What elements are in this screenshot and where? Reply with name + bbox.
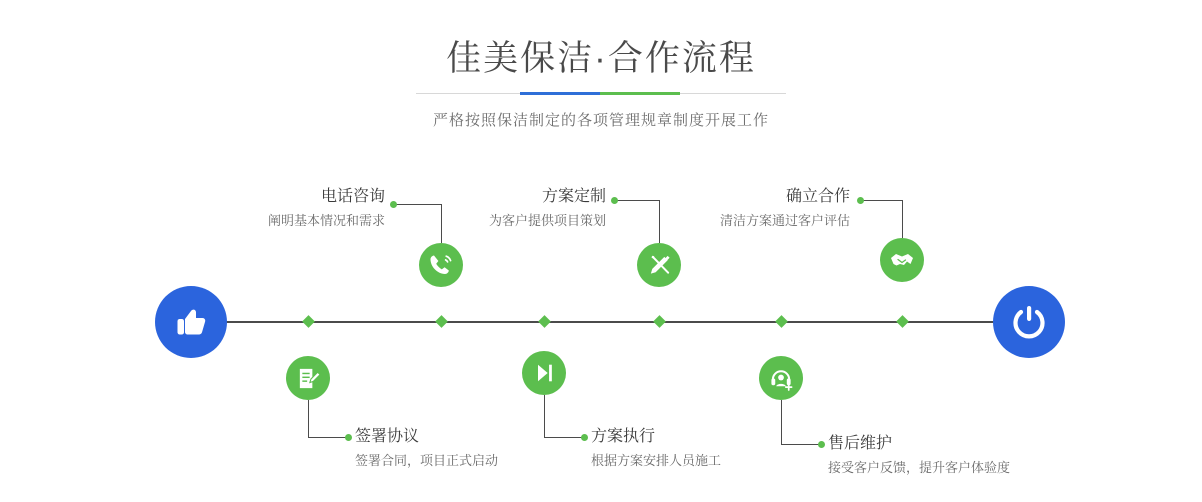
step-title-1: 电话咨询 xyxy=(320,188,385,205)
step-desc-6: 接受客户反馈，提升客户体验度 xyxy=(828,460,1011,475)
connector-dot-2 xyxy=(345,434,352,441)
axis-marker-4 xyxy=(538,315,551,328)
step-label-1 xyxy=(253,186,385,231)
pen-ruler-icon xyxy=(647,253,672,278)
step-title-5: 确立合作 xyxy=(785,188,850,205)
step-icon-6 xyxy=(759,356,803,400)
step-label-5 xyxy=(702,186,850,231)
headset-support-icon xyxy=(769,366,794,391)
step-title-2: 签署协议 xyxy=(355,428,420,445)
step-icon-4 xyxy=(522,351,566,395)
step-title-4: 方案执行 xyxy=(591,428,656,445)
connector-dot-3 xyxy=(611,197,618,204)
thumbs-up-icon xyxy=(171,302,211,342)
connector-horizontal-1 xyxy=(393,204,441,205)
connector-dot-6 xyxy=(818,441,825,448)
step-icon-5 xyxy=(880,238,924,282)
step-desc-1: 阐明基本情况和需求 xyxy=(267,213,385,228)
step-desc-4: 根据方案安排人员施工 xyxy=(591,453,722,468)
step-desc-5: 清洁方案通过客户评估 xyxy=(719,213,850,228)
step-label-2 xyxy=(355,426,575,471)
power-icon xyxy=(1008,301,1050,343)
step-label-4 xyxy=(591,426,811,471)
axis-marker-3 xyxy=(653,315,666,328)
connector-horizontal-4 xyxy=(544,437,584,438)
connector-vertical-6 xyxy=(781,400,782,444)
axis-marker-1 xyxy=(435,315,448,328)
document-edit-icon xyxy=(296,366,321,391)
connector-dot-1 xyxy=(390,201,397,208)
handshake-icon xyxy=(889,247,915,273)
phone-icon xyxy=(428,252,454,278)
step-title-3: 方案定制 xyxy=(541,188,606,205)
step-icon-1 xyxy=(419,243,463,287)
timeline-end xyxy=(993,286,1065,358)
axis-marker-6 xyxy=(775,315,788,328)
axis-marker-5 xyxy=(896,315,909,328)
connector-vertical-1 xyxy=(441,204,442,243)
step-title-6: 售后维护 xyxy=(828,435,893,452)
connector-horizontal-2 xyxy=(308,437,348,438)
step-desc-3: 为客户提供项目策划 xyxy=(488,213,606,228)
step-label-3 xyxy=(466,186,606,231)
connector-vertical-2 xyxy=(308,400,309,437)
play-forward-icon xyxy=(532,361,556,385)
connector-dot-4 xyxy=(581,434,588,441)
step-desc-2: 签署合同，项目正式启动 xyxy=(355,453,499,468)
connector-horizontal-5 xyxy=(860,200,902,201)
axis-marker-2 xyxy=(302,315,315,328)
connector-vertical-4 xyxy=(544,395,545,437)
connector-horizontal-3 xyxy=(614,200,659,201)
step-icon-2 xyxy=(286,356,330,400)
step-label-6 xyxy=(828,433,1088,478)
connector-dot-5 xyxy=(857,197,864,204)
connector-horizontal-6 xyxy=(781,444,821,445)
timeline-start xyxy=(155,286,227,358)
page-title: 佳美保洁·合作流程 xyxy=(446,39,756,78)
step-icon-3 xyxy=(637,243,681,287)
page-subtitle: 严格按照保洁制定的各项管理规章制度开展工作 xyxy=(432,112,769,129)
connector-vertical-5 xyxy=(902,200,903,238)
connector-vertical-3 xyxy=(659,200,660,243)
